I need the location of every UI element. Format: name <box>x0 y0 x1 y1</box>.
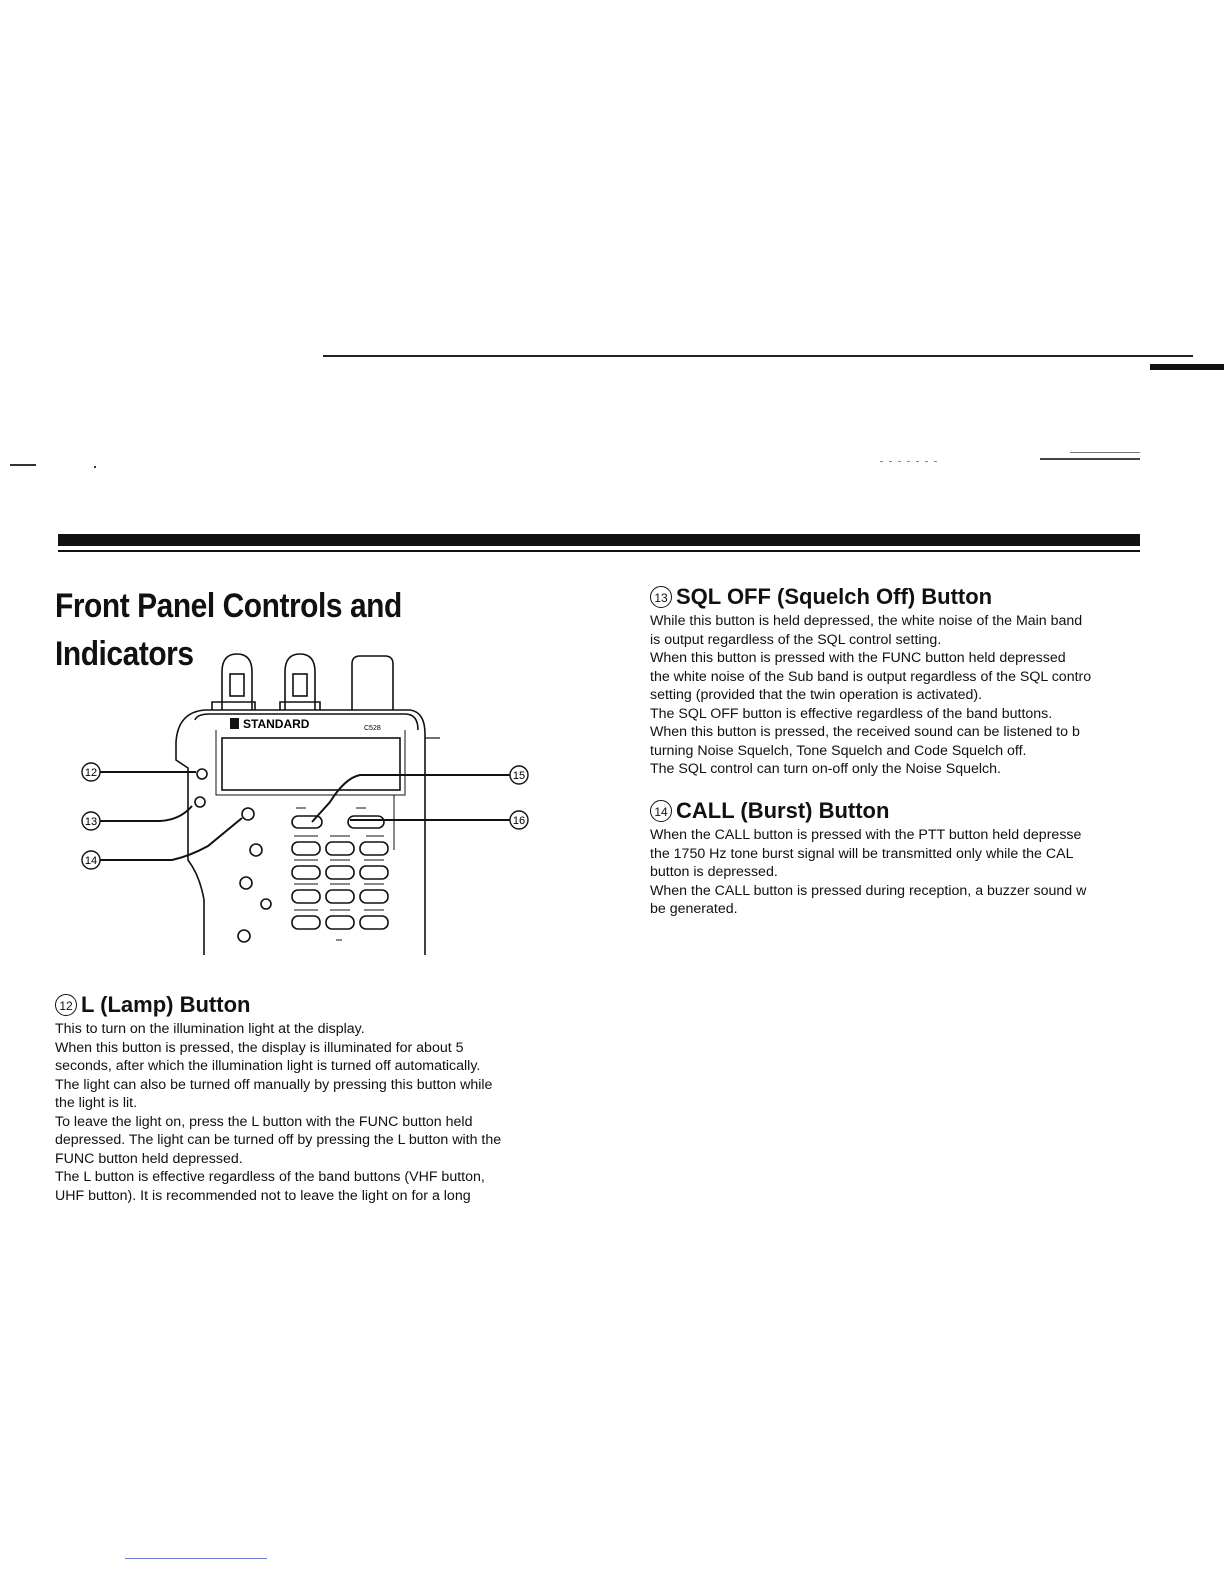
body-line: depressed. The light can be turned off by pressing the L button with the <box>55 1132 502 1148</box>
connector-base <box>212 702 320 710</box>
body-line: When this button is pressed, the display is illuminated for about 5 <box>55 1039 464 1056</box>
section-number: 13 <box>650 586 672 608</box>
section-heading-text: L (Lamp) Button <box>81 992 251 1017</box>
body-line: When the CALL button is pressed during reception, a buzzer sound w <box>650 882 1087 899</box>
body-line: turning Noise Squelch, Tone Squelch and Code Squelch off. <box>650 742 1027 759</box>
section-heading-text: CALL (Burst) Button <box>676 798 890 823</box>
body-line: The SQL OFF button is effective regardless of the band buttons. <box>650 705 1053 722</box>
body-line: This to turn on the illumination light at the display. <box>55 1021 365 1037</box>
body-line: The light can also be turned off manually by pressing this button while <box>55 1076 493 1093</box>
antenna-connector <box>230 674 244 696</box>
control-knob <box>250 844 262 856</box>
bottom-line-mark <box>125 1558 267 1559</box>
radio-body-right <box>410 710 425 955</box>
radio-front-panel-figure <box>80 650 540 960</box>
body-line: When this button is pressed, the received sound can be listened to b <box>650 724 1080 740</box>
scan-mark <box>1040 458 1140 460</box>
brand-logo-block <box>230 718 239 729</box>
section-number: 14 <box>650 800 672 822</box>
model-label: C528 <box>364 725 381 732</box>
header-band <box>58 534 1140 546</box>
display-bezel <box>216 730 405 795</box>
section-heading <box>650 796 1140 826</box>
body-line: The SQL control can turn on-off only the Noise Squelch. <box>650 761 1001 777</box>
keypad <box>292 816 388 929</box>
section-call-button <box>650 796 1140 919</box>
brand-label: STANDARD <box>243 717 310 731</box>
top-rule <box>323 355 1193 357</box>
body-line: When this button is pressed with the FUNC button held depressed <box>650 650 1066 666</box>
antenna-connector <box>293 674 307 696</box>
callout-number: 15 <box>512 770 526 782</box>
body-line: setting (provided that the twin operation is activated). <box>650 687 983 703</box>
section-heading <box>55 990 555 1020</box>
body-line: The L button is effective regardless of the band buttons (VHF button, <box>55 1169 485 1185</box>
control-knob <box>261 899 271 909</box>
body-line: When the CALL button is pressed with the PTT button held depresse <box>650 827 1082 843</box>
header-band-underline <box>58 550 1140 552</box>
section-body <box>650 826 1140 919</box>
scan-mark <box>1070 452 1140 453</box>
bnc-connector <box>352 656 393 710</box>
page-title: Front Panel Controls and Indicators <box>55 587 402 673</box>
body-line: To leave the light on, press the L button with the FUNC button held <box>55 1113 473 1130</box>
callout-number: 16 <box>512 815 526 827</box>
body-line: button is depressed. <box>650 864 778 880</box>
scan-mark <box>94 466 96 468</box>
control-knob <box>238 930 250 942</box>
body-line: be generated. <box>650 901 738 917</box>
section-lamp-button <box>55 990 555 1205</box>
radio-body-left <box>176 710 205 955</box>
section-sql-off-button <box>650 582 1140 779</box>
body-line: is output regardless of the SQL control setting. <box>650 631 942 648</box>
callout-number: 12 <box>84 767 98 779</box>
lamp-button <box>197 769 207 779</box>
section-body <box>650 612 1140 779</box>
body-line: UHF button). It is recommended not to leave the light on for a long <box>55 1187 471 1204</box>
callout-number: 14 <box>84 855 98 867</box>
body-line: FUNC button held depressed. <box>55 1150 243 1167</box>
section-heading-text: SQL OFF (Squelch Off) Button <box>676 584 993 609</box>
sql-off-button <box>195 797 205 807</box>
scan-mark <box>880 461 940 462</box>
body-line: seconds, after which the illumination light is turned off automatically. <box>55 1058 481 1074</box>
section-body <box>55 1020 555 1205</box>
top-rule-end <box>1150 364 1224 370</box>
section-heading <box>650 582 1140 612</box>
call-button <box>242 808 254 820</box>
control-knob <box>240 877 252 889</box>
body-line: the white noise of the Sub band is output regardless of the SQL contro <box>650 668 1092 685</box>
lcd-display <box>222 738 400 790</box>
body-line: the 1750 Hz tone burst signal will be transmitted only while the CAL <box>650 845 1074 862</box>
callout-number: 13 <box>84 816 98 828</box>
body-line: While this button is held depressed, the white noise of the Main band <box>650 613 1083 629</box>
body-line: the light is lit. <box>55 1095 138 1111</box>
scan-mark <box>10 464 36 466</box>
section-number: 12 <box>55 994 77 1016</box>
